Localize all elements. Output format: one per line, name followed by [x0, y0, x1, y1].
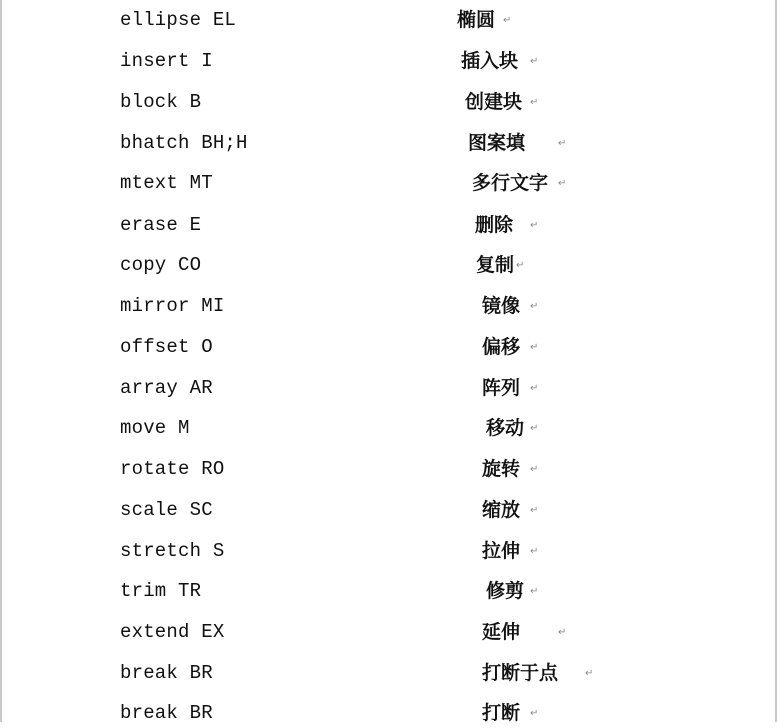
paragraph-mark-icon: ↵	[585, 668, 594, 679]
command-row	[2, 210, 775, 240]
command-description: 旋转	[482, 458, 521, 480]
command-description: 缩放	[482, 499, 521, 521]
command-name: extend EX	[120, 621, 225, 643]
command-row	[2, 576, 775, 606]
command-description: 复制	[476, 254, 515, 276]
command-row	[2, 46, 775, 76]
command-description: 移动	[486, 417, 525, 439]
paragraph-mark-icon: ↵	[530, 220, 539, 231]
command-name: bhatch BH;H	[120, 132, 248, 154]
command-row	[2, 658, 775, 688]
paragraph-mark-icon: ↵	[530, 708, 539, 719]
command-name: offset O	[120, 336, 213, 358]
paragraph-mark-icon: ↵	[530, 423, 539, 434]
command-description: 拉伸	[482, 540, 521, 562]
command-description: 创建块	[465, 91, 523, 113]
command-name: scale SC	[120, 499, 213, 521]
command-name: trim TR	[120, 580, 202, 602]
paragraph-mark-icon: ↵	[558, 627, 567, 638]
command-name: block B	[120, 91, 202, 113]
command-name: mtext MT	[120, 172, 213, 194]
command-row	[2, 373, 775, 403]
command-name: mirror MI	[120, 295, 225, 317]
command-description: 偏移	[482, 336, 521, 358]
command-description: 图案填	[468, 132, 526, 154]
paragraph-mark-icon: ↵	[530, 383, 539, 394]
command-row	[2, 291, 775, 321]
command-description: 椭圆	[457, 9, 496, 31]
command-row	[2, 698, 775, 728]
command-description: 修剪	[486, 580, 525, 602]
command-row	[2, 454, 775, 484]
command-name: ellipse EL	[120, 9, 237, 31]
command-name: array AR	[120, 377, 213, 399]
command-row	[2, 168, 775, 198]
command-name: move M	[120, 417, 190, 439]
command-row	[2, 536, 775, 566]
command-name: break BR	[120, 662, 213, 684]
command-row	[2, 332, 775, 362]
command-row	[2, 87, 775, 117]
command-description: 打断	[482, 702, 521, 724]
command-description: 多行文字	[472, 172, 549, 194]
command-name: copy CO	[120, 254, 202, 276]
command-row	[2, 250, 775, 280]
command-row	[2, 413, 775, 443]
paragraph-mark-icon: ↵	[503, 15, 512, 26]
paragraph-mark-icon: ↵	[530, 301, 539, 312]
paragraph-mark-icon: ↵	[530, 56, 539, 67]
command-description: 删除	[475, 214, 514, 236]
command-row	[2, 495, 775, 525]
paragraph-mark-icon: ↵	[558, 138, 567, 149]
command-name: rotate RO	[120, 458, 225, 480]
paragraph-mark-icon: ↵	[530, 546, 539, 557]
command-name: break BR	[120, 702, 213, 724]
command-description: 镜像	[482, 295, 521, 317]
paragraph-mark-icon: ↵	[530, 464, 539, 475]
paragraph-mark-icon: ↵	[530, 342, 539, 353]
paragraph-mark-icon: ↵	[558, 178, 567, 189]
command-description: 延伸	[482, 621, 521, 643]
paragraph-mark-icon: ↵	[516, 260, 525, 271]
command-description: 插入块	[461, 50, 519, 72]
command-name: erase E	[120, 214, 202, 236]
command-row	[2, 617, 775, 647]
command-name: insert I	[120, 50, 213, 72]
paragraph-mark-icon: ↵	[530, 97, 539, 108]
command-description: 打断于点	[482, 662, 559, 684]
command-row	[2, 128, 775, 158]
command-name: stretch S	[120, 540, 225, 562]
command-row	[2, 5, 775, 35]
paragraph-mark-icon: ↵	[530, 586, 539, 597]
paragraph-mark-icon: ↵	[530, 505, 539, 516]
command-description: 阵列	[482, 377, 521, 399]
